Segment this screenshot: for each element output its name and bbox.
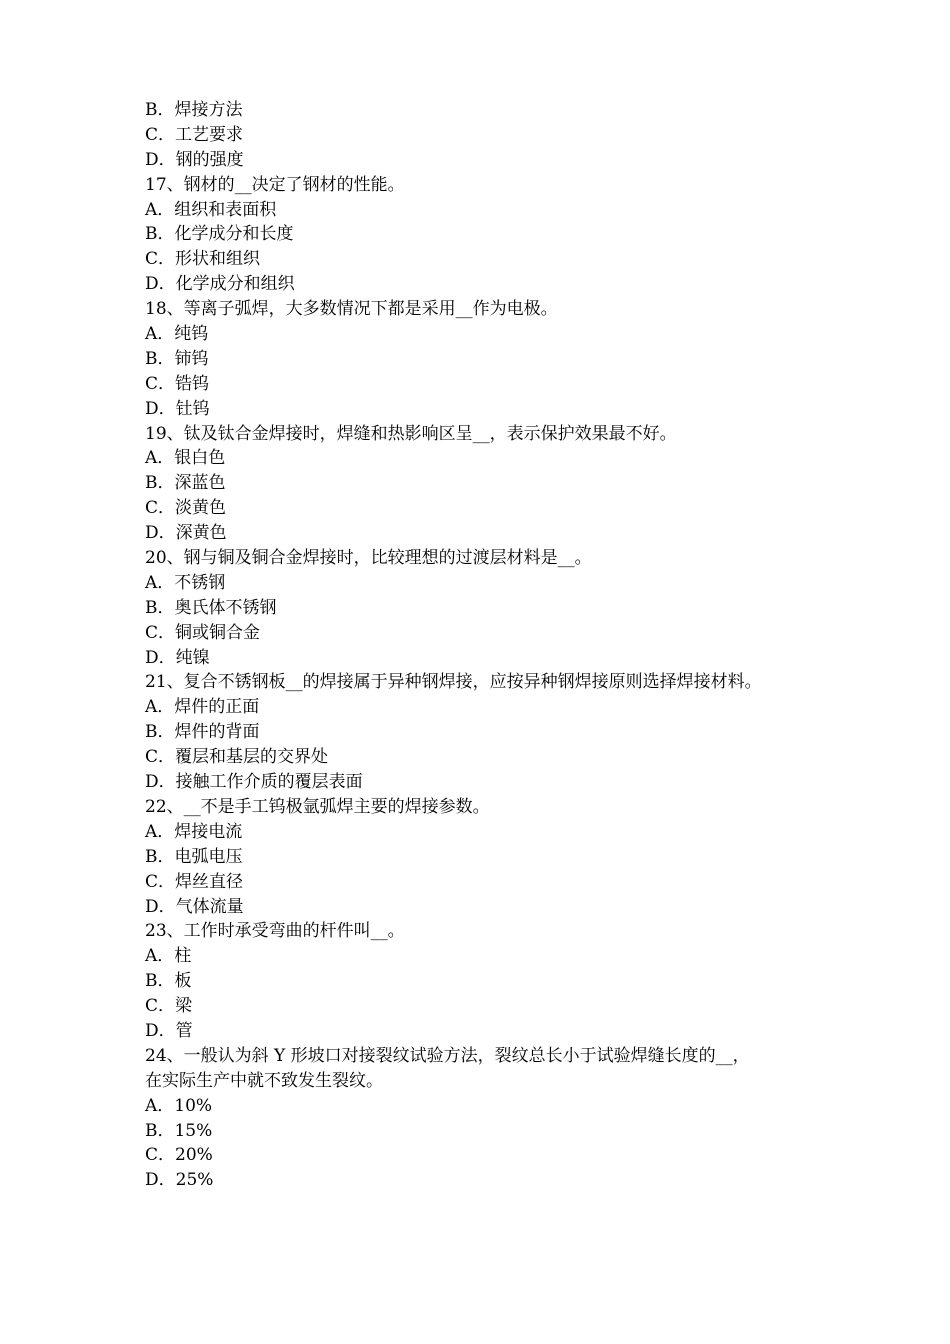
option-line: B．奥氏体不锈钢: [145, 597, 277, 618]
option-line: B．电弧电压: [145, 846, 243, 867]
option-line: C．梁: [145, 996, 193, 1017]
option-line: C．20%: [145, 1145, 213, 1166]
option-line: D．气体流量: [145, 896, 244, 917]
option-line: A．组织和表面积: [145, 199, 277, 220]
option-line: A．10%: [145, 1095, 213, 1116]
option-line: D．化学成分和组织: [145, 274, 295, 295]
option-line: C．形状和组织: [145, 249, 261, 270]
option-line: C．淡黄色: [145, 498, 227, 519]
option-line: C．铜或铜合金: [145, 622, 261, 643]
option-line: C．锆钨: [145, 373, 210, 394]
option-line: A．纯钨: [145, 324, 209, 345]
option-line: C．焊丝直径: [145, 871, 244, 892]
question-18: 18、等离子弧焊，大多数情况下都是采用__作为电极。: [145, 299, 558, 320]
option-line: A．焊接电流: [145, 821, 243, 842]
option-line: B．焊件的背面: [145, 722, 260, 743]
question-24: 24、一般认为斜 Y 形坡口对接裂纹试验方法，裂纹总长小于试验焊缝长度的__，: [145, 1045, 750, 1066]
option-line: A．不锈钢: [145, 572, 226, 593]
option-line: D．钢的强度: [145, 149, 244, 170]
document-page: [145, 98, 825, 1193]
option-line: D．纯镍: [145, 647, 210, 668]
option-line: B．化学成分和长度: [145, 224, 294, 245]
option-line: C．工艺要求: [145, 124, 244, 145]
option-line: D．接触工作介质的覆层表面: [145, 772, 363, 793]
option-line: A．银白色: [145, 448, 226, 469]
question-24-continued: 在实际生产中就不致发生裂纹。: [145, 1070, 383, 1091]
question-21: 21、复合不锈钢板__的焊接属于异种钢焊接，应按异种钢焊接原则选择焊接材料。: [145, 672, 762, 693]
option-line: D．管: [145, 1020, 193, 1041]
option-line: C．覆层和基层的交界处: [145, 747, 329, 768]
option-line: B．铈钨: [145, 348, 209, 369]
question-23: 23、工作时承受弯曲的杆件叫__。: [145, 921, 405, 942]
option-line: D．钍钨: [145, 398, 210, 419]
option-line: B．板: [145, 971, 192, 992]
option-line: A．焊件的正面: [145, 697, 260, 718]
option-line: D．25%: [145, 1170, 214, 1191]
option-line: B．深蓝色: [145, 473, 226, 494]
question-17: 17、钢材的__决定了钢材的性能。: [145, 174, 405, 195]
question-19: 19、钛及钛合金焊接时，焊缝和热影响区呈__，表示保护效果最不好。: [145, 423, 677, 444]
option-line: B．焊接方法: [145, 100, 243, 120]
option-line: A．柱: [145, 946, 192, 967]
option-line: D．深黄色: [145, 523, 227, 544]
question-20: 20、钢与铜及铜合金焊接时，比较理想的过渡层材料是__。: [145, 548, 592, 569]
option-line: B．15%: [145, 1120, 213, 1141]
question-22: 22、__不是手工钨极氩弧焊主要的焊接参数。: [145, 796, 490, 817]
